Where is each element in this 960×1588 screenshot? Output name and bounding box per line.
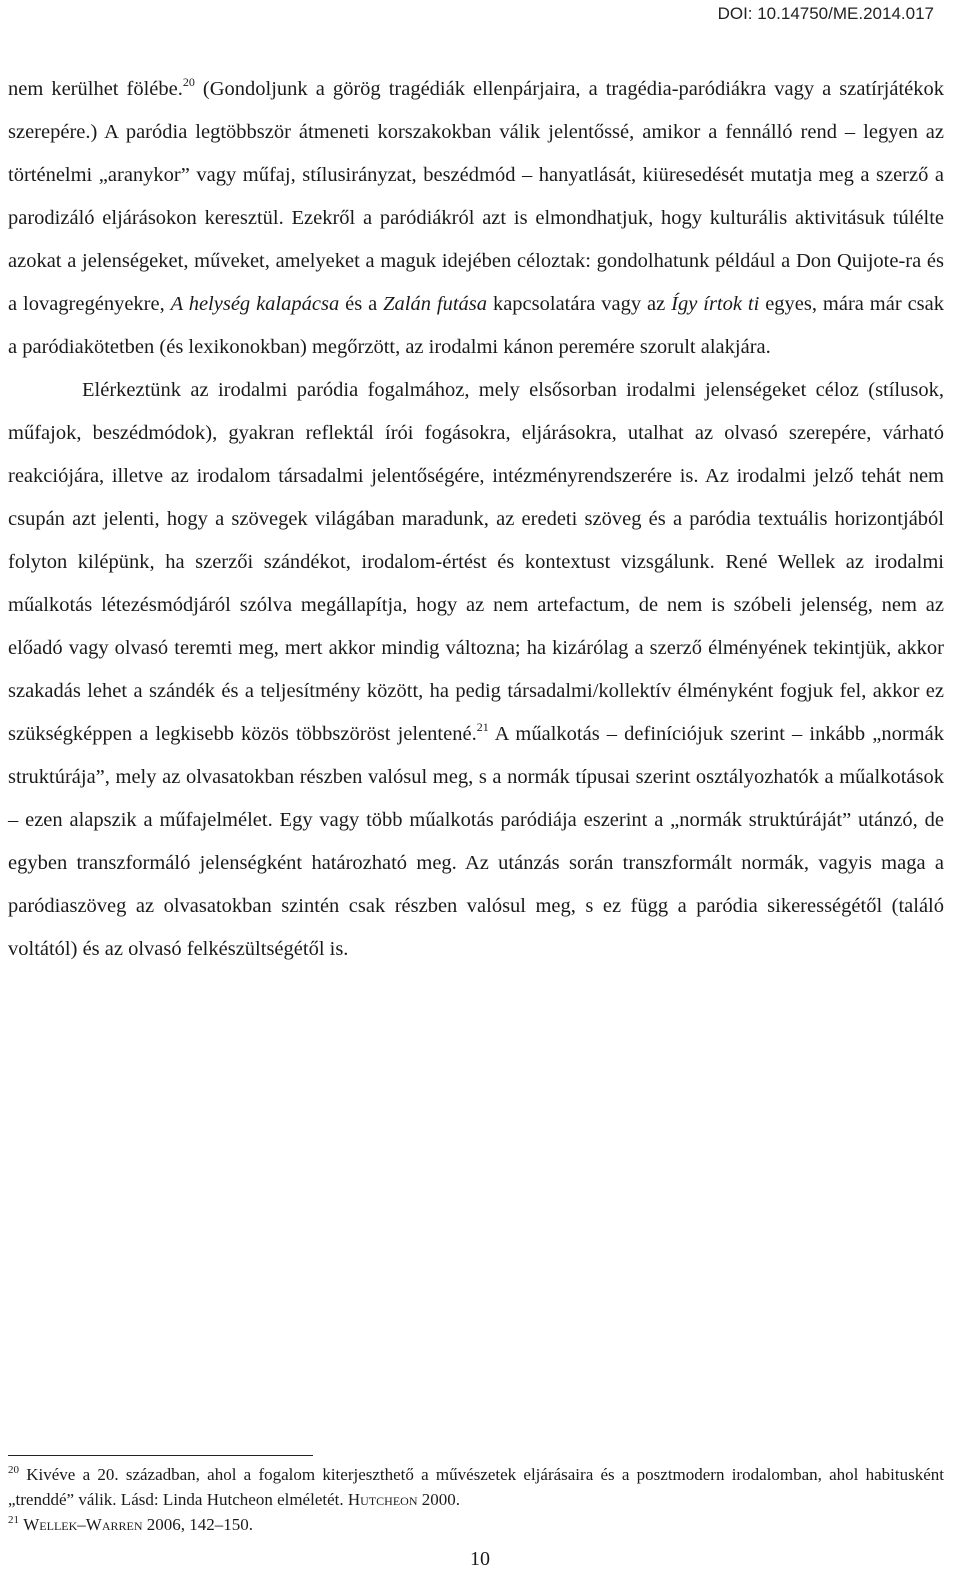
footnote-21-dash: – [77, 1515, 86, 1534]
footnote-21-author-2: Warren [85, 1515, 143, 1534]
page-number: 10 [470, 1548, 490, 1570]
footnote-separator [8, 1455, 313, 1456]
paragraph-2-rest: A műalkotás – definíciójuk szerint – inkább „normák struktúrája”, mely az olvasatokban részben valósul meg, s a normák típusai szerint osztályozhatók a műalkotások – ezen alapszik a műfajelmélet. Egy vagy több műalkotás paródiája eszerint a „normák struktúráját” utánzó, de egyben transzformáló jelenségként határozható meg. Az utánzás során transzformált normák, vagyis maga a paródiaszöveg az olvasatokban szintén csak részben valósul meg, s ez függ a paródia sikerességétől (találó voltától) és az olvasó felkészültségétől is. [8, 723, 944, 960]
footnote-21 [8, 1512, 944, 1537]
paragraph-2 [8, 369, 944, 971]
title-igy-irtok-ti: Így írtok ti [671, 293, 760, 315]
paragraph-1-mid: kapcsolatára vagy az [487, 293, 672, 315]
doi-header: DOI: 10.14750/ME.2014.017 [717, 4, 934, 23]
footnote-ref-20[interactable]: 20 [182, 75, 195, 89]
paragraph-1-text: (Gondoljunk a görög tragédiák ellenpárjaira, a tragédia-paródiákra vagy a szatírjátékok szerepére.) A paródia legtöbbször átmeneti korszakokban válik jelentőssé, amikor a fennálló rend – legyen az történelmi „aranykor” vagy műfaj, stílusirányzat, beszédmód – hanyatlását, kiüresedését mutatja meg a szerző a parodizáló eljárásokon keresztül. Ezekről a paródiákról azt is elmondhatjuk, hogy kulturális aktivitásuk túlélte azokat a jelenségeket, műveket, amelyeket a maguk idejében céloztak: gondolhatunk például a Don Quijote-ra és a lovagregényekre, [8, 78, 944, 315]
footnote-20 [8, 1462, 944, 1512]
title-zalan-futasa: Zalán futása [383, 293, 488, 315]
footnotes [8, 1462, 944, 1537]
footnote-20-text: Kivéve a 20. században, ahol a fogalom kiterjeszthető a művészetek eljárásaira és a posztmodern irodalomban, ahol habitusként „trenddé” válik. Lásd: Linda Hutcheon elméletét. [8, 1465, 944, 1509]
footnote-21-author-1: Wellek [23, 1515, 78, 1534]
paragraph-1-end: egyes, mára már csak a paródiakötetben (és lexikonokban) megőrzött, az irodalmi kánon peremére szorult alakjára. [8, 293, 944, 358]
footnote-ref-21[interactable]: 21 [476, 720, 489, 734]
footnote-number-20: 20 [8, 1464, 19, 1476]
paragraph-1-conj: és a [339, 293, 384, 315]
paragraph-2-text: Elérkeztünk az irodalmi paródia fogalmához, mely elsősorban irodalmi jelenségeket céloz (stílusok, műfajok, beszédmódok), gyakran reflektál írói fogásokra, eljárásokra, utalhat az olvasó szerepére, várható reakciójára, illetve az irodalom társadalmi jelentőségére, intézményrendszerére is. Az irodalmi jelző tehát nem csupán azt jelenti, hogy a szövegek világában maradunk, az eredeti szöveg és a paródia textuális horizontjából folyton kilépünk, ha szerzői szándékot, irodalom-értést és kontextust vizsgálunk. René Wellek az irodalmi műalkotás létezésmódjáról szólva megállapítja, hogy az nem artefactum, de nem is szóbeli jelenség, nem az előadó vagy olvasó teremti meg, mert akkor mindig változna; ha kizárólag a szerző élményének tekintjük, akkor szakadás lehet a szándék és a teljesítmény között, ha pedig társadalmi/kollektív élményként fogjuk fel, akkor ez szükségképpen a legkisebb közös többszöröst jelentené. [8, 379, 944, 745]
footnote-20-year: 2000. [417, 1490, 460, 1509]
footnote-20-author: Hutcheon [347, 1490, 418, 1509]
paragraph-1 [8, 68, 944, 369]
paragraph-1-start: nem kerülhet fölébe. [8, 78, 183, 100]
footnote-21-rest: 2006, 142–150. [142, 1515, 254, 1534]
title-helyseg-kalapacsa: A helység kalapácsa [170, 293, 340, 315]
body-text [8, 68, 944, 971]
footnote-number-21: 21 [8, 1514, 19, 1526]
